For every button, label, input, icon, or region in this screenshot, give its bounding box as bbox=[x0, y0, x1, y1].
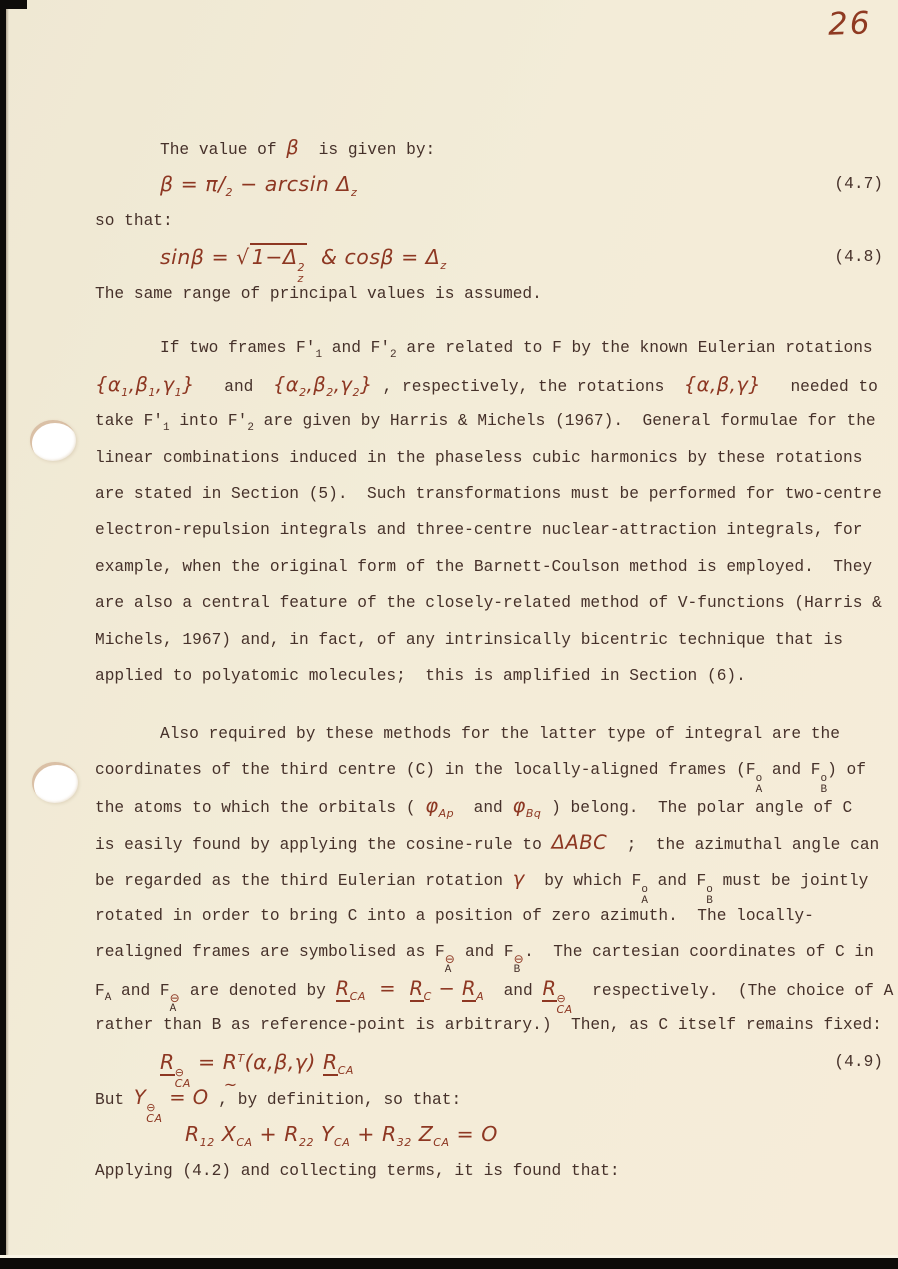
text-line bbox=[95, 585, 887, 621]
paragraph-gap bbox=[95, 312, 887, 330]
line-text: coordinates of the third centre (C) in the locally-aligned frames (F o A and F o B ) of bbox=[95, 761, 866, 796]
line-text: rather than B as reference-point is arbitrary.) Then, as C itself remains fixed: bbox=[95, 1016, 882, 1035]
line-text: realigned frames are symbolised as F ⊖ A and F ⊖ B . The cartesian coordinates of C in bbox=[95, 943, 874, 977]
line-text: sinβ = √1−Δ 2 z & $\cos\beta = \Delta_z$ bbox=[160, 245, 447, 286]
text-line bbox=[95, 752, 887, 796]
text-line bbox=[95, 861, 887, 908]
line-text: $\beta = \pi/_2 - \arcsin \Delta_z$ bbox=[160, 172, 358, 200]
text-line bbox=[95, 1080, 887, 1125]
text-line bbox=[95, 440, 887, 476]
text-line bbox=[95, 512, 887, 548]
text-line bbox=[95, 622, 887, 658]
line-text: linear combinations induced in the phaseless cubic harmonics by these rotations bbox=[95, 448, 863, 467]
line-text: Michels, 1967) and, in fact, of any intrinsically bicentric technique that is bbox=[95, 630, 843, 649]
text-line bbox=[95, 658, 887, 694]
text-line bbox=[95, 971, 894, 1016]
text-line bbox=[95, 549, 887, 585]
equation-number: (4.9) bbox=[834, 1052, 883, 1071]
text-line bbox=[95, 788, 887, 824]
text-line bbox=[95, 825, 887, 861]
line-text: the atoms to which the orbitals ( $\varphi_{Ap}$ and $\varphi_{Bq}$ ) belong. The polar angle of C bbox=[95, 794, 853, 821]
line-text: Also required by these methods for the latter type of integral are the bbox=[160, 724, 840, 743]
line-text: Applying (4.2) and collecting terms, it is found that: bbox=[95, 1161, 620, 1180]
equation-number: (4.7) bbox=[834, 175, 883, 194]
text-line bbox=[95, 330, 887, 366]
text-line bbox=[95, 934, 887, 977]
equation-line bbox=[95, 239, 887, 286]
line-text: are stated in Section (5). Such transformations must be performed for two-centre bbox=[95, 484, 882, 503]
text-line bbox=[95, 276, 887, 312]
equation-number: (4.8) bbox=[834, 248, 883, 267]
text-line bbox=[95, 1007, 887, 1043]
line-text: R ⊖ CA = R ~ $^T$(α,β,γ) $R_{CA}$ bbox=[160, 1049, 354, 1094]
punch-hole-top bbox=[30, 420, 76, 461]
text-line bbox=[95, 1153, 887, 1189]
text-line bbox=[95, 130, 887, 166]
line-text: are also a central feature of the closely-related method of V-functions (Harris & bbox=[95, 594, 882, 613]
line-text: If two frames $F'_1$ and $F'_2$ are related to F by the known Eulerian rotations bbox=[160, 339, 873, 362]
line-text: rotated in order to bring C into a position of zero azimuth. The locally- bbox=[95, 906, 814, 925]
equation-line bbox=[95, 1116, 887, 1152]
line-text: take $F'_1$ into $F'_2$ are given by Harris & Michels (1967). General formulae for the bbox=[95, 412, 876, 435]
text-line bbox=[95, 367, 887, 403]
line-text: is easily found by applying the cosine-rule to ΔABC ; the azimuthal angle can bbox=[95, 830, 880, 854]
text-line bbox=[95, 898, 887, 934]
line-text: applied to polyatomic molecules; this is amplified in Section (6). bbox=[95, 667, 746, 686]
text-block bbox=[95, 0, 894, 1269]
text-line bbox=[95, 203, 887, 239]
text-line bbox=[95, 476, 887, 512]
line-text: The value of β is given by: bbox=[160, 136, 436, 159]
scan-edge-left bbox=[0, 0, 6, 1269]
line-text: The same range of principal values is assumed. bbox=[95, 284, 542, 303]
line-text: be regarded as the third Eulerian rotation γ by which F o A and F o B must be jointly bbox=[95, 867, 869, 908]
line-text: example, when the original form of the Barnett-Coulson method is employed. They bbox=[95, 557, 873, 576]
line-text: so that: bbox=[95, 211, 173, 230]
page-number: 26 bbox=[827, 5, 873, 43]
text-line bbox=[95, 403, 887, 439]
equation-line bbox=[95, 166, 887, 202]
line-text: $\{\alpha_1,\beta_1,\gamma_1\}$ and $\{\alpha_2,\beta_2,\gamma_2\}$ , respectively, the rotations {α,β,γ} needed to bbox=[95, 372, 878, 399]
line-text: electron-repulsion integrals and three-centre nuclear-attraction integrals, for bbox=[95, 521, 863, 540]
scan-corner-notch bbox=[0, 0, 27, 9]
line-text: $F_A$ and F ⊖ A are denoted by $R_{CA} = R_C - R_A$ and R ⊖ CA respectively. (The choice of A bbox=[95, 976, 894, 1016]
line-text: $R_{12}$ $X_{CA} + R_{22}$ $Y_{CA} + R_{32}$ $Z_{CA} = O$ bbox=[185, 1122, 498, 1150]
paragraph-gap bbox=[95, 695, 887, 716]
line-text: But Y ⊖ CA = O , by definition, so that: bbox=[95, 1085, 462, 1125]
punch-hole-bottom bbox=[32, 762, 78, 803]
equation-line bbox=[95, 1044, 887, 1094]
text-line bbox=[95, 716, 887, 752]
